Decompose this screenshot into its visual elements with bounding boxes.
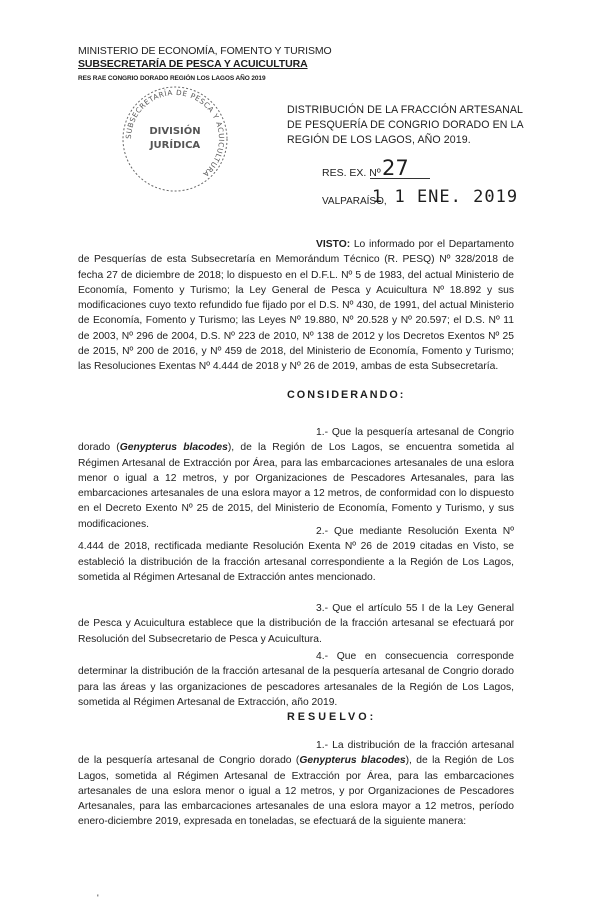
considerando-paragraph-2: 2.- Que mediante Resolución Exenta Nº 4.444 de 2018, rectificada mediante Resolución Exenta Nº 26 de 2019 citadas en Visto, se estableció la distribución de la fracción artesanal correspondiente a la Región de Los Lagos, sometida al Régimen Artesanal de Extracción antes mencionado.	[78, 526, 514, 583]
resuelvo-paragraph-1	[78, 738, 514, 830]
resuelvo-heading: RESUELVO:	[287, 711, 377, 723]
margin-mark: '	[97, 893, 99, 903]
ministry-name: MINISTERIO DE ECONOMÍA, FOMENTO Y TURISMO	[78, 45, 332, 57]
resuelvo-1-text-b: ), de la Región de Los Lagos, sometida al Régimen Artesanal de Extracción por Área, para las embarcaciones artesanales de una eslora menor o igual a 12 metros, y por Organizaciones de Pescadores Artesanales, para las embarcaciones artesanales de una eslora mayor a 12 metros, período enero-diciembre 2019, expresada en toneladas, se efectuará de la siguiente manera:	[78, 755, 515, 828]
visto-paragraph	[78, 237, 514, 375]
document-reference: RES RAE CONGRIO DORADO REGIÓN LOS LAGOS AÑO 2019	[78, 75, 266, 82]
resolution-number-underline	[370, 178, 430, 179]
visto-label: VISTO:	[316, 239, 351, 250]
scientific-name: Genypterus blacodes	[299, 755, 406, 767]
considerando-heading: CONSIDERANDO:	[287, 389, 406, 401]
scientific-name: Genypterus blacodes	[119, 442, 228, 454]
division-juridica-stamp	[120, 84, 230, 194]
resolution-title: DISTRIBUCIÓN DE LA FRACCIÓN ARTESANAL DE PESQUERÍA DE CONGRIO DORADO EN LA REGIÓN DE LOS LAGOS, AÑO 2019.	[287, 104, 524, 146]
stamp-ring-text: SUBSECRETARÍA DE PESCA Y ACUICULTURA	[123, 87, 227, 179]
subsecretaria-name: SUBSECRETARÍA DE PESCA Y ACUICULTURA	[78, 58, 308, 70]
considerando-paragraph-4: 4.- Que en consecuencia corresponde determinar la distribución de la fracción artesanal de la pesquería artesanal de Congrio dorado para las áreas y las organizaciones de pescadores artesanales de la Región de Los Lagos, sometida al Régimen Artesanal de Extracción, año 2019.	[78, 651, 514, 708]
stamp-line-2: JURÍDICA	[149, 140, 201, 151]
resuelvo-1-text-a: 1.- La distribución de la fracción artesanal de la pesquería artesanal de Congrio dorado (	[78, 740, 514, 767]
considerando-paragraph-1	[78, 425, 514, 532]
resolution-number-label: RES. EX. Nº	[322, 167, 381, 179]
stamp-line-1: DIVISIÓN	[149, 126, 201, 137]
considerando-1-text-a: 1.- Que la pesquería artesanal de Congrio dorado (	[78, 427, 514, 454]
considerando-1-text-b: ), de la Región de Los Lagos, se encuentra sometida al Régimen Artesanal de Extracción por Área, para las embarcaciones artesanales de una eslora menor o igual a 12 metros, y por Organizaciones de Pescadores Artesanales, para las embarcaciones artesanales de una eslora mayor a 12 metros, de conformidad con lo dispuesto en el Decreto Exento Nº 25 de 2015, del Ministerio de Economía, Fomento y Turismo, y sus modificaciones.	[78, 442, 514, 530]
resolution-number: 27	[382, 156, 409, 180]
place-label: VALPARAÍSO,	[322, 196, 387, 207]
resolution-date: 1 1 ENE. 2019	[372, 187, 519, 207]
considerando-paragraph-3: 3.- Que el artículo 55 I de la Ley General de Pesca y Acuicultura establece que la distribución de la fracción artesanal se efectuará por Resolución del Subsecretario de Pesca y Acuicultura.	[78, 603, 514, 645]
visto-text: Lo informado por el Departamento de Pesquerías de esta Subsecretaría en Memorándum Técnico (R. PESQ) Nº 328/2018 de fecha 27 de diciembre de 2018; lo dispuesto en el D.F.L. Nº 5 de 1983, del actual Ministerio de Economía, Fomento y Turismo; la Ley General de Pesca y Acuicultura Nº 18.892 y sus modificaciones cuyo texto refundido fue fijado por el D.S. Nº 430, de 1991, del actual Ministerio de Economía, Fomento y Turismo; las Leyes Nº 19.880, Nº 20.528 y Nº 20.597; el D.S. Nº 11 de 2003, Nº 296 de 2004, D.S. Nº 223 de 2010, Nº 138 de 2012 y los Decretos Exentos Nº 25 de 2015, Nº 200 de 2016, y Nº 459 de 2018, del Ministerio de Economía, Fomento y Turismo; las Resoluciones Exentas Nº 4.444 de 2018 y Nº 26 de 2019, ambas de esta Subsecretaría.	[78, 239, 514, 373]
